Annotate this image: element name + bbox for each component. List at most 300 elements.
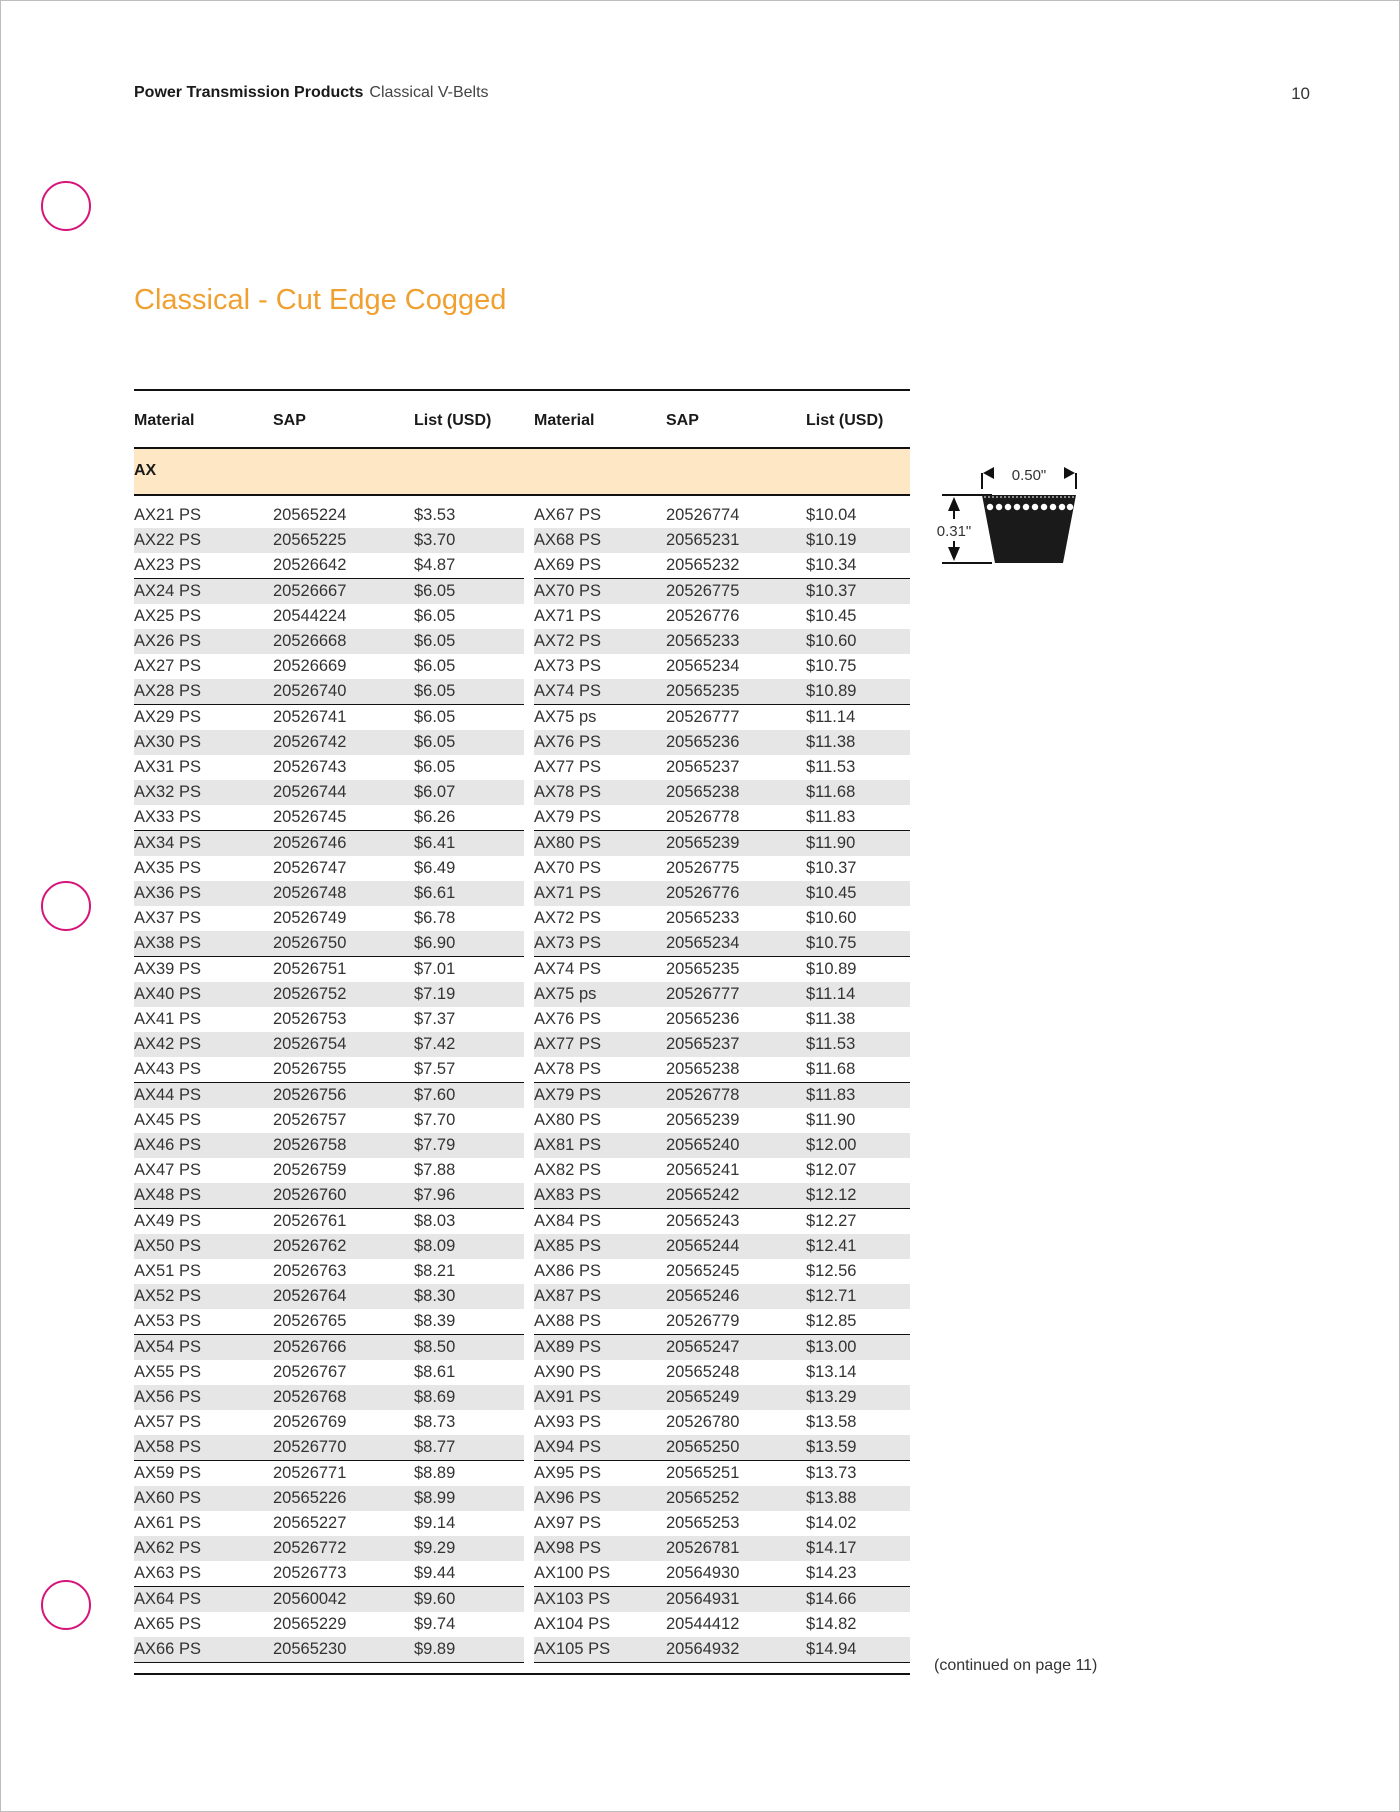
list-price-cell: $8.39 — [414, 1312, 456, 1331]
material-cell: AX95 PS — [534, 1463, 601, 1482]
table-row — [534, 654, 910, 680]
material-cell: AX72 PS — [534, 909, 601, 928]
list-price-cell: $3.53 — [414, 506, 456, 524]
material-cell: AX39 PS — [134, 959, 201, 978]
material-cell: AX35 PS — [134, 858, 201, 877]
sap-cell: 20565242 — [666, 1186, 740, 1205]
material-cell: AX91 PS — [534, 1388, 601, 1406]
sap-cell: 20565240 — [666, 1136, 740, 1154]
material-cell: AX82 PS — [534, 1161, 601, 1180]
material-cell: AX46 PS — [134, 1136, 201, 1154]
list-price-cell: $8.30 — [414, 1287, 456, 1306]
material-cell: AX41 PS — [134, 1010, 201, 1028]
sap-cell: 20565237 — [666, 758, 740, 776]
sap-cell: 20565253 — [666, 1514, 740, 1532]
sap-cell: 20565250 — [666, 1438, 740, 1457]
sap-cell: 20526775 — [666, 858, 740, 877]
arrow-up-icon — [948, 497, 960, 511]
sap-cell: 20565232 — [666, 556, 740, 575]
group-band — [134, 449, 910, 496]
table-row — [134, 906, 524, 932]
material-cell: AX74 PS — [534, 682, 601, 701]
table-row — [534, 1108, 910, 1134]
binder-hole-top — [41, 181, 91, 231]
table-row — [534, 1234, 910, 1260]
material-cell: AX81 PS — [534, 1136, 601, 1154]
material-cell: AX38 PS — [134, 934, 201, 953]
table-row — [134, 1032, 524, 1058]
material-cell: AX28 PS — [134, 682, 201, 701]
material-cell: AX36 PS — [134, 884, 201, 902]
table-row — [534, 1511, 910, 1537]
sap-cell: 20565230 — [273, 1640, 347, 1658]
sap-cell: 20526745 — [273, 808, 347, 827]
list-price-cell: $11.14 — [806, 984, 856, 1003]
table-row — [134, 629, 524, 655]
material-cell: AX58 PS — [134, 1438, 201, 1457]
material-cell: AX54 PS — [134, 1337, 201, 1356]
sap-cell: 20526747 — [273, 858, 347, 877]
sap-cell: 20526758 — [273, 1136, 347, 1154]
table-row — [534, 679, 910, 705]
table-row — [534, 1536, 910, 1562]
sap-cell: 20565225 — [273, 531, 347, 550]
table-row — [134, 1259, 524, 1285]
material-cell: AX34 PS — [134, 833, 201, 852]
material-cell: AX59 PS — [134, 1463, 201, 1482]
running-header — [134, 84, 489, 102]
sap-cell: 20565245 — [666, 1262, 740, 1280]
table-row — [134, 1057, 524, 1083]
list-price-cell: $7.88 — [414, 1161, 456, 1180]
table-row — [534, 982, 910, 1008]
list-price-cell: $11.53 — [806, 1035, 856, 1054]
sap-cell: 20526750 — [273, 934, 347, 953]
sap-cell: 20526759 — [273, 1161, 347, 1180]
table-row — [134, 1612, 524, 1638]
list-price-cell: $6.41 — [414, 833, 456, 852]
sap-cell: 20565235 — [666, 959, 740, 978]
table-row — [534, 1561, 910, 1587]
material-cell: AX78 PS — [534, 1060, 601, 1079]
table-row — [134, 1486, 524, 1512]
material-cell: AX100 PS — [534, 1564, 611, 1583]
table-row — [534, 1410, 910, 1436]
list-price-cell: $10.19 — [806, 531, 857, 550]
list-price-cell: $13.00 — [806, 1337, 857, 1356]
list-price-cell: $6.05 — [414, 707, 456, 726]
sap-cell: 20526779 — [666, 1312, 740, 1331]
column-header-list-usd: List (USD) — [806, 412, 884, 429]
list-price-cell: $8.21 — [414, 1262, 456, 1280]
table-header-row — [134, 391, 910, 449]
material-cell: AX93 PS — [534, 1413, 601, 1432]
sap-cell: 20526669 — [273, 657, 347, 676]
sap-cell: 20526667 — [273, 581, 347, 600]
sap-cell: 20526780 — [666, 1413, 740, 1432]
table-row — [134, 1083, 524, 1109]
column-header-material: Material — [534, 412, 595, 429]
table-row — [134, 1284, 524, 1310]
list-price-cell: $14.02 — [806, 1514, 857, 1532]
sap-cell: 20544224 — [273, 606, 347, 625]
sap-cell: 20565233 — [666, 909, 740, 928]
list-price-cell: $14.23 — [806, 1564, 857, 1583]
table-row — [534, 1309, 910, 1335]
list-price-cell: $10.75 — [806, 934, 857, 953]
list-price-cell: $12.00 — [806, 1136, 857, 1154]
sap-cell: 20565238 — [666, 783, 740, 802]
sap-cell: 20526769 — [273, 1413, 347, 1432]
table-body — [134, 503, 910, 1662]
material-cell: AX66 PS — [134, 1640, 201, 1658]
list-price-cell: $6.05 — [414, 758, 456, 776]
material-cell: AX48 PS — [134, 1186, 201, 1205]
material-cell: AX76 PS — [534, 732, 601, 751]
material-cell: AX21 PS — [134, 506, 201, 524]
sap-cell: 20565239 — [666, 833, 740, 852]
material-cell: AX61 PS — [134, 1514, 201, 1532]
sap-cell: 20526757 — [273, 1110, 347, 1129]
table-row — [134, 1133, 524, 1159]
material-cell: AX63 PS — [134, 1564, 201, 1583]
list-price-cell: $9.60 — [414, 1589, 456, 1608]
table-row — [534, 528, 910, 554]
material-cell: AX55 PS — [134, 1362, 201, 1381]
list-price-cell: $12.12 — [806, 1186, 857, 1205]
table-row — [134, 831, 524, 857]
table-row — [134, 579, 524, 605]
material-cell: AX104 PS — [534, 1614, 611, 1633]
table-row — [534, 604, 910, 630]
table-row — [134, 1108, 524, 1134]
sap-cell: 20526766 — [273, 1337, 347, 1356]
list-price-cell: $11.53 — [806, 758, 856, 776]
sap-cell: 20565227 — [273, 1514, 347, 1532]
material-cell: AX70 PS — [534, 581, 601, 600]
sap-cell: 20526774 — [666, 506, 740, 524]
table-row — [534, 1461, 910, 1487]
sap-cell: 20526761 — [273, 1211, 347, 1230]
continued-note: (continued on page 11) — [934, 1657, 1098, 1674]
material-cell: AX62 PS — [134, 1539, 201, 1558]
sap-cell: 20526752 — [273, 984, 347, 1003]
list-price-cell: $8.09 — [414, 1236, 456, 1255]
table-row — [134, 957, 524, 983]
material-cell: AX74 PS — [534, 959, 601, 978]
sap-cell: 20526773 — [273, 1564, 347, 1583]
sap-cell: 20526763 — [273, 1262, 347, 1280]
table-bottom-rule — [134, 1673, 910, 1675]
table-row — [134, 1561, 524, 1587]
list-price-cell: $7.37 — [414, 1010, 456, 1028]
material-cell: AX31 PS — [134, 758, 201, 776]
material-cell: AX25 PS — [134, 606, 201, 625]
material-cell: AX26 PS — [134, 632, 201, 650]
list-price-cell: $7.19 — [414, 984, 456, 1003]
sap-cell: 20565251 — [666, 1463, 740, 1482]
table-row — [134, 780, 524, 806]
list-price-cell: $6.49 — [414, 858, 456, 877]
table-row — [534, 553, 910, 579]
material-cell: AX79 PS — [534, 808, 601, 827]
sap-cell: 20526776 — [666, 606, 740, 625]
list-price-cell: $8.03 — [414, 1211, 456, 1230]
sap-cell: 20526768 — [273, 1388, 347, 1406]
table-row — [134, 705, 524, 731]
sap-cell: 20526777 — [666, 984, 740, 1003]
arrow-left-icon — [983, 467, 994, 479]
list-price-cell: $7.01 — [414, 959, 456, 978]
list-price-cell: $10.75 — [806, 657, 857, 676]
table-row — [134, 654, 524, 680]
material-cell: AX60 PS — [134, 1488, 201, 1507]
material-cell: AX32 PS — [134, 783, 201, 802]
table-row — [534, 1335, 910, 1361]
material-cell: AX37 PS — [134, 909, 201, 928]
sap-cell: 20526765 — [273, 1312, 347, 1331]
list-price-cell: $12.27 — [806, 1211, 857, 1230]
table-row — [134, 1410, 524, 1436]
arrow-down-icon — [948, 547, 960, 561]
table-row — [134, 1309, 524, 1335]
list-price-cell: $3.70 — [414, 531, 456, 550]
list-price-cell: $10.45 — [806, 884, 857, 902]
belt-cross-section-diagram — [930, 455, 1090, 570]
list-price-cell: $7.60 — [414, 1085, 456, 1104]
material-cell: AX89 PS — [534, 1337, 601, 1356]
material-cell: AX49 PS — [134, 1211, 201, 1230]
list-price-cell: $13.14 — [806, 1362, 857, 1381]
group-label: AX — [134, 462, 157, 479]
column-header-sap: SAP — [666, 412, 699, 429]
sap-cell: 20526755 — [273, 1060, 347, 1079]
table-row — [134, 1360, 524, 1386]
list-price-cell: $11.68 — [806, 1060, 856, 1079]
table-row — [134, 1158, 524, 1184]
table-row — [534, 1486, 910, 1512]
sap-cell: 20526754 — [273, 1035, 347, 1054]
material-cell: AX69 PS — [534, 556, 601, 575]
list-price-cell: $13.88 — [806, 1488, 857, 1507]
list-price-cell: $10.37 — [806, 581, 857, 600]
list-price-cell: $6.61 — [414, 884, 456, 902]
sap-cell: 20565248 — [666, 1362, 740, 1381]
list-price-cell: $8.89 — [414, 1463, 456, 1482]
list-price-cell: $9.29 — [414, 1539, 456, 1558]
table-row — [134, 1209, 524, 1235]
sap-cell: 20565237 — [666, 1035, 740, 1054]
sap-cell: 20564932 — [666, 1640, 740, 1658]
material-cell: AX42 PS — [134, 1035, 201, 1054]
material-cell: AX23 PS — [134, 556, 201, 575]
sap-cell: 20565244 — [666, 1236, 740, 1255]
material-cell: AX96 PS — [534, 1488, 601, 1507]
arrow-right-icon — [1064, 467, 1075, 479]
table-row — [534, 1284, 910, 1310]
material-cell: AX73 PS — [534, 657, 601, 676]
list-price-cell: $10.60 — [806, 909, 857, 928]
material-cell: AX29 PS — [134, 707, 201, 726]
material-cell: AX40 PS — [134, 984, 201, 1003]
header-product-line: Power Transmission Products — [134, 84, 364, 101]
header-section: Classical V-Belts — [369, 84, 489, 101]
sap-cell: 20526767 — [273, 1362, 347, 1381]
sap-cell: 20565241 — [666, 1161, 740, 1180]
sap-cell: 20526764 — [273, 1287, 347, 1306]
material-cell: AX94 PS — [534, 1438, 601, 1457]
material-cell: AX67 PS — [534, 506, 601, 524]
sap-cell: 20526668 — [273, 632, 347, 650]
table-row — [534, 1007, 910, 1033]
table-row — [134, 1234, 524, 1260]
material-cell: AX90 PS — [534, 1362, 601, 1381]
material-cell: AX77 PS — [534, 758, 601, 776]
list-price-cell: $10.37 — [806, 858, 857, 877]
sap-cell: 20565243 — [666, 1211, 740, 1230]
sap-cell: 20565226 — [273, 1488, 347, 1507]
table-row — [534, 931, 910, 957]
list-price-cell: $10.89 — [806, 682, 857, 701]
list-price-cell: $9.74 — [414, 1614, 456, 1633]
sap-cell: 20565236 — [666, 732, 740, 751]
material-cell: AX77 PS — [534, 1035, 601, 1054]
material-cell: AX80 PS — [534, 833, 601, 852]
material-cell: AX30 PS — [134, 732, 201, 751]
list-price-cell: $13.59 — [806, 1438, 857, 1457]
table-row — [534, 1637, 910, 1663]
list-price-cell: $11.14 — [806, 707, 856, 726]
sap-cell: 20526762 — [273, 1236, 347, 1255]
sap-cell: 20565249 — [666, 1388, 740, 1406]
material-cell: AX88 PS — [534, 1312, 601, 1331]
height-label: 0.31" — [936, 523, 972, 540]
material-cell: AX43 PS — [134, 1060, 201, 1079]
material-cell: AX86 PS — [534, 1262, 601, 1280]
sap-cell: 20526772 — [273, 1539, 347, 1558]
sap-cell: 20565236 — [666, 1010, 740, 1028]
table-row — [534, 906, 910, 932]
table-row — [134, 881, 524, 907]
sap-cell: 20526751 — [273, 959, 347, 978]
sap-cell: 20526775 — [666, 581, 740, 600]
list-price-cell: $11.83 — [806, 1085, 856, 1104]
list-price-cell: $6.05 — [414, 682, 456, 701]
material-cell: AX85 PS — [534, 1236, 601, 1255]
list-price-cell: $10.04 — [806, 506, 857, 524]
table-row — [534, 629, 910, 655]
sap-cell: 20565235 — [666, 682, 740, 701]
sap-cell: 20526642 — [273, 556, 347, 575]
page-title: Classical - Cut Edge Cogged — [134, 284, 507, 316]
list-price-cell: $7.57 — [414, 1060, 456, 1079]
column-header-sap: SAP — [273, 412, 306, 429]
material-cell: AX70 PS — [534, 858, 601, 877]
list-price-cell: $4.87 — [414, 556, 456, 575]
table-row — [134, 755, 524, 781]
list-price-cell: $11.68 — [806, 783, 856, 802]
table-row — [534, 881, 910, 907]
sap-cell: 20565233 — [666, 632, 740, 650]
material-cell: AX72 PS — [534, 632, 601, 650]
list-price-cell: $10.60 — [806, 632, 857, 650]
list-price-cell: $12.71 — [806, 1287, 857, 1306]
material-cell: AX51 PS — [134, 1262, 201, 1280]
sap-cell: 20526778 — [666, 808, 740, 827]
material-cell: AX103 PS — [534, 1589, 611, 1608]
material-cell: AX22 PS — [134, 531, 201, 550]
sap-cell: 20565246 — [666, 1287, 740, 1306]
binder-hole-middle — [41, 881, 91, 931]
table-row — [534, 1587, 910, 1613]
material-cell: AX44 PS — [134, 1085, 201, 1104]
table-row — [534, 856, 910, 882]
list-price-cell: $6.05 — [414, 632, 456, 650]
material-cell: AX57 PS — [134, 1413, 201, 1432]
table-row — [534, 730, 910, 756]
sap-cell: 20526760 — [273, 1186, 347, 1205]
sap-cell: 20565229 — [273, 1614, 347, 1633]
material-cell: AX52 PS — [134, 1287, 201, 1306]
list-price-cell: $8.73 — [414, 1413, 456, 1432]
list-price-cell: $11.83 — [806, 808, 856, 827]
list-price-cell: $9.89 — [414, 1640, 456, 1658]
list-price-cell: $6.90 — [414, 934, 456, 953]
column-header-material: Material — [134, 412, 195, 429]
list-price-cell: $6.05 — [414, 732, 456, 751]
page-number: 10 — [1291, 84, 1310, 103]
sap-cell: 20565239 — [666, 1110, 740, 1129]
table-row — [534, 957, 910, 983]
material-cell: AX47 PS — [134, 1161, 201, 1180]
width-label: 0.50" — [1011, 467, 1047, 484]
table-row — [534, 1083, 910, 1109]
sap-cell: 20565231 — [666, 531, 740, 550]
material-cell: AX65 PS — [134, 1614, 201, 1633]
table-row — [134, 503, 524, 529]
table-row — [134, 1435, 524, 1461]
list-price-cell: $13.29 — [806, 1388, 857, 1406]
sap-cell: 20526770 — [273, 1438, 347, 1457]
table-row — [534, 1435, 910, 1461]
material-cell: AX33 PS — [134, 808, 201, 827]
list-price-cell: $12.56 — [806, 1262, 857, 1280]
sap-cell: 20526756 — [273, 1085, 347, 1104]
list-price-cell: $10.34 — [806, 556, 857, 575]
material-cell: AX105 PS — [534, 1640, 611, 1658]
table-row — [534, 579, 910, 605]
table-row — [534, 1612, 910, 1638]
material-cell: AX76 PS — [534, 1010, 601, 1028]
table-row — [534, 780, 910, 806]
sap-cell: 20565238 — [666, 1060, 740, 1079]
table-row — [534, 1032, 910, 1058]
price-table — [134, 389, 910, 1662]
list-price-cell: $10.45 — [806, 606, 857, 625]
material-cell: AX87 PS — [534, 1287, 601, 1306]
material-cell: AX79 PS — [534, 1085, 601, 1104]
list-price-cell: $12.07 — [806, 1161, 857, 1180]
table-row — [134, 730, 524, 756]
table-row — [534, 755, 910, 781]
sap-cell: 20526776 — [666, 884, 740, 902]
table-row — [534, 1209, 910, 1235]
list-price-cell: $8.99 — [414, 1488, 456, 1507]
sap-cell: 20526746 — [273, 833, 347, 852]
table-row — [534, 1057, 910, 1083]
table-row — [534, 1133, 910, 1159]
list-price-cell: $11.38 — [806, 1010, 856, 1028]
